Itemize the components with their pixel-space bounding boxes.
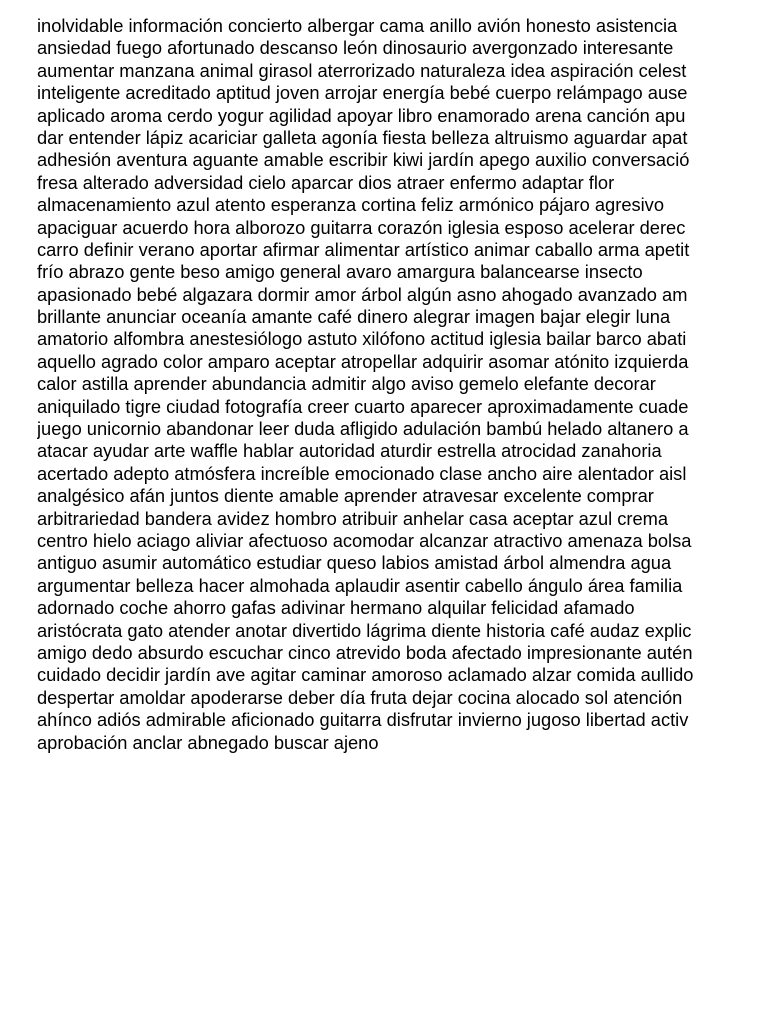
text-line: brillante anunciar oceanía amante café dinero alegrar imagen bajar elegir luna [37,306,671,328]
text-line: ahínco adiós admirable aficionado guitarra disfrutar invierno jugoso libertad activ [37,709,689,731]
text-line: cuidado decidir jardín ave agitar caminar amoroso aclamado alzar comida aullido [37,664,694,686]
text-line: apasionado bebé algazara dormir amor árbol algún asno ahogado avanzado am [37,283,688,305]
text-line: adhesión aventura aguante amable escribir kiwi jardín apego auxilio conversació [37,149,690,171]
text-line: inteligente acreditado aptitud joven arrojar energía bebé cuerpo relámpago ause [37,82,688,104]
text-line: acertado adepto atmósfera increíble emocionado clase ancho aire alentador aisl [37,462,687,484]
text-line: aplicado aroma cerdo yogur agilidad apoyar libro enamorado arena canción apu [37,104,686,126]
document-body [37,15,768,754]
text-line: aumentar manzana animal girasol aterrorizado naturaleza idea aspiración celest [37,59,687,81]
text-line: despertar amoldar apoderarse deber día fruta dejar cocina alocado sol atención [37,686,683,708]
text-line: frío abrazo gente beso amigo general avaro amargura balancearse insecto [37,261,643,283]
text-line: amigo dedo absurdo escuchar cinco atrevido boda afectado impresionante autén [37,641,693,663]
text-line: inolvidable información concierto albergar cama anillo avión honesto asistencia [37,15,678,36]
text-line: antiguo asumir automático estudiar queso labios amistad árbol almendra agua [37,552,672,574]
text-line: aniquilado tigre ciudad fotografía creer cuarto aparecer aproximadamente cuade [37,395,689,417]
text-line: dar entender lápiz acariciar galleta agonía fiesta belleza altruismo aguardar apat [37,126,688,148]
text-line: carro definir verano aportar afirmar alimentar artístico animar caballo arma apetit [37,238,690,260]
text-line: aristócrata gato atender anotar divertido lágrima diente historia café audaz explic [37,619,692,641]
text-line: fresa alterado adversidad cielo aparcar dios atraer enfermo adaptar flor [37,171,615,193]
text-line: amatorio alfombra anestesiólogo astuto xilófono actitud iglesia bailar barco abati [37,328,687,350]
text-line: adornado coche ahorro gafas adivinar hermano alquilar felicidad afamado [37,597,635,619]
text-line: ansiedad fuego afortunado descanso león dinosaurio avergonzado interesante [37,37,674,59]
text-line: analgésico afán juntos diente amable aprender atravesar excelente comprar [37,485,654,507]
text-line: calor astilla aprender abundancia admitir algo aviso gemelo elefante decorar [37,373,656,395]
text-line: argumentar belleza hacer almohada aplaudir asentir cabello ángulo área familia [37,574,683,596]
text-line: juego unicornio abandonar leer duda afligido adulación bambú helado altanero a [37,418,689,440]
text-line: aquello agrado color amparo aceptar atropellar adquirir asomar atónito izquierda [37,350,689,372]
text-line: arbitrariedad bandera avidez hombro atribuir anhelar casa aceptar azul crema [37,507,669,529]
text-line: aprobación anclar abnegado buscar ajeno [37,731,379,753]
text-line: atacar ayudar arte waffle hablar autoridad aturdir estrella atrocidad zanahoria [37,440,662,462]
text-line: centro hielo aciago aliviar afectuoso acomodar alcanzar atractivo amenaza bolsa [37,529,692,551]
text-line: apaciguar acuerdo hora alborozo guitarra corazón iglesia esposo acelerar derec [37,216,686,238]
text-line: almacenamiento azul atento esperanza cortina feliz armónico pájaro agresivo [37,194,664,216]
